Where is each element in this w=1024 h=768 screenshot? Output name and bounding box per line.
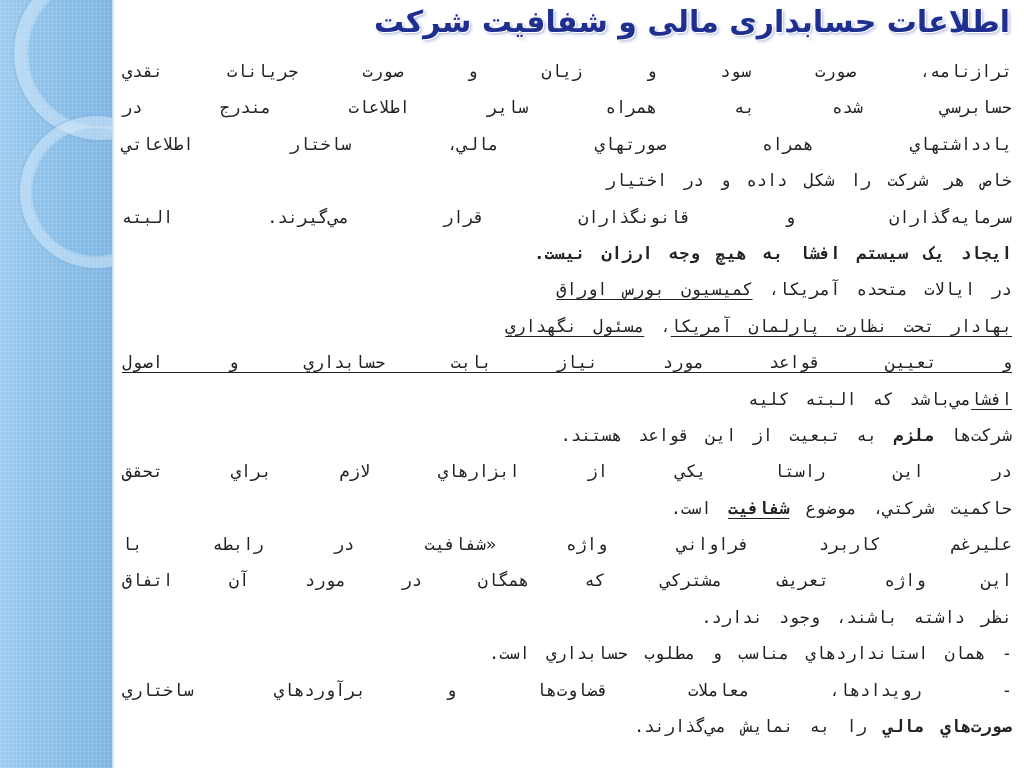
body-line-8-separator: ،	[644, 316, 671, 337]
disclosure-link[interactable]: افشا	[971, 389, 1012, 410]
body-line-12: در اين راستا يکي از ابزارهاي لازم براي تحقق	[122, 462, 1012, 483]
body-line-7-text: در ایالات متحده آمریکا،	[752, 280, 1012, 301]
body-line-11	[122, 418, 1012, 454]
responsibility-link-part2[interactable]: و تعيين قواعد مورد نياز بابت حسابداري و اصول	[122, 353, 1012, 374]
bullet-line-1: - همان استانداردهاي مناسب و مطلوب حسابداري است.	[488, 644, 1012, 665]
body-line-15: اين واژه تعريف مشترکي که همگان در مورد آن اتفاق	[122, 571, 1012, 592]
body-line-11-c: به تبعيت از اين قواعد هستند.	[560, 425, 894, 446]
body-line-13-pre: حاکميت شرکتي، موضوع	[789, 498, 1012, 519]
financial-statements-emphasis: صورت‌هاي مالي	[883, 717, 1012, 738]
body-line-4: خاص هر شركت را شكل داده و در اختيار	[605, 171, 1012, 192]
sec-link-part1[interactable]: کمیسیون بورس اوراق	[556, 280, 753, 301]
body-line-7	[122, 272, 1012, 308]
slide-title: اطلاعات حسابداری مالی و شفافیت شرکت	[374, 5, 1010, 40]
body-line-10-text: مي‌باشد که البته کليه	[748, 389, 972, 410]
body-line-5: سرمايه‌گذاران و قانونگذاران قرار مي‌گيرند. البته	[122, 207, 1012, 228]
bullet-line-2: - رويدادها، معاملات قضاوت‌ها و برآوردهاي ساختاري	[122, 680, 1012, 701]
body-line-11-emphasis: ملزم	[893, 425, 935, 446]
body-line-14: عليرغم کاربرد فراواني واژه «شفافيت در رابطه با	[122, 535, 1012, 556]
body-line-2: حسابرسي شده به همراه ساير اطلاعات مندرج در	[122, 98, 1012, 119]
body-line-13	[122, 491, 1012, 527]
responsibility-link-part1[interactable]: مسئول نگهداري	[505, 316, 645, 337]
body-line-11-a: شرکت‌ها	[934, 425, 1012, 446]
body-line-13-post: است.	[670, 498, 728, 519]
bullet-line-2-cont	[122, 709, 1012, 745]
decorative-side-band	[0, 0, 113, 768]
body-line-8	[122, 309, 1012, 345]
decorative-ring-middle	[20, 116, 113, 268]
transparency-link[interactable]: شفافيت	[727, 498, 790, 519]
body-line-10	[122, 382, 1012, 418]
body-line-1: ترازنامه، صورت سود و زیان و صورت جریانات نقدي	[122, 62, 1012, 82]
body-line-6: ايجاد يک سيستم افشا به هيچ وجه ارزان نيست.	[534, 243, 1012, 264]
body-line-16: نظر داشته باشند، وجود ندارد.	[701, 607, 1012, 628]
sec-link-part2[interactable]: بهادار تحت نظارت پارلمان آمریکا	[670, 316, 1012, 337]
bullet-line-2-rest: را به نمايش مي‌گذارند.	[634, 717, 884, 738]
body-line-3: يادداشتهاي همراه صورتهاي مالي، ساختار اطلاعاتي	[122, 134, 1012, 155]
side-band-edge	[112, 0, 114, 768]
body-text	[122, 54, 1012, 745]
